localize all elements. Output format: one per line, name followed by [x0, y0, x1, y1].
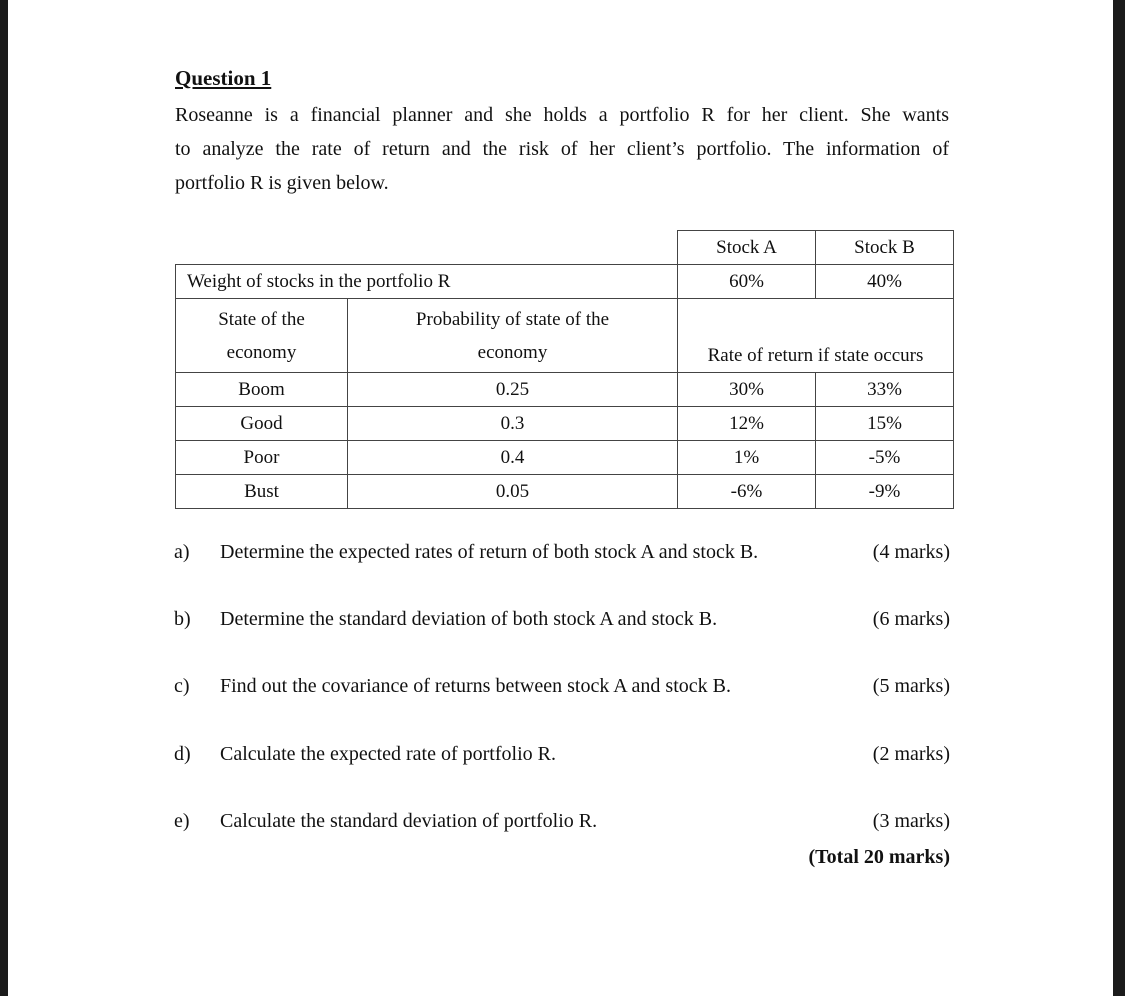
part-marks: (5 marks) — [872, 675, 950, 697]
probability-header-line: Probability of state of the — [415, 308, 610, 330]
part-letter: d) — [174, 743, 191, 765]
part-marks: (3 marks) — [872, 810, 950, 832]
state-header-line: economy — [226, 341, 297, 363]
part-text: Calculate the expected rate of portfolio R. — [220, 743, 556, 765]
probability-cell: 0.4 — [348, 441, 678, 475]
stock-a-return-cell: -6% — [678, 475, 816, 509]
part-d — [174, 743, 950, 771]
state-cell: Bust — [176, 475, 348, 509]
part-a — [174, 541, 950, 569]
probability-header — [348, 299, 678, 373]
weight-label: Weight of stocks in the portfolio R — [176, 265, 678, 299]
question-intro — [175, 98, 949, 200]
part-e — [174, 810, 950, 838]
weight-stock-b: 40% — [816, 265, 954, 299]
part-marks: (6 marks) — [872, 608, 950, 630]
part-letter: e) — [174, 810, 190, 832]
part-text: Find out the covariance of returns between stock A and stock B. — [220, 675, 731, 697]
intro-line: portfolio R is given below. — [175, 172, 389, 194]
state-cell: Boom — [176, 373, 348, 407]
weight-stock-a: 60% — [678, 265, 816, 299]
stock-b-return-cell: -9% — [816, 475, 954, 509]
stock-b-return-cell: -5% — [816, 441, 954, 475]
part-text: Determine the expected rates of return of both stock A and stock B. — [220, 541, 759, 563]
part-letter: c) — [174, 675, 190, 697]
stock-a-return-cell: 1% — [678, 441, 816, 475]
stock-a-header: Stock A — [678, 231, 816, 265]
column-header-row — [176, 299, 954, 373]
part-text: Determine the standard deviation of both stock A and stock B. — [220, 608, 718, 630]
part-letter: b) — [174, 608, 191, 630]
document-page — [8, 0, 1113, 996]
question-title: Question 1 — [175, 66, 272, 90]
part-marks: (4 marks) — [872, 541, 950, 563]
stock-b-return-cell: 33% — [816, 373, 954, 407]
probability-header-line: economy — [477, 341, 548, 363]
state-cell: Poor — [176, 441, 348, 475]
table-row — [176, 475, 954, 509]
portfolio-table — [175, 230, 954, 509]
probability-cell: 0.25 — [348, 373, 678, 407]
stock-b-header: Stock B — [816, 231, 954, 265]
part-text: Calculate the standard deviation of portfolio R. — [220, 810, 598, 832]
state-header — [176, 299, 348, 373]
weight-row — [176, 265, 954, 299]
table-row — [176, 441, 954, 475]
stock-b-return-cell: 15% — [816, 407, 954, 441]
part-letter: a) — [174, 541, 190, 563]
intro-line: Roseanne is a financial planner and she holds a portfolio R for her client. She wants — [175, 104, 949, 126]
return-header: Rate of return if state occurs — [678, 299, 954, 373]
stock-a-return-cell: 12% — [678, 407, 816, 441]
part-b — [174, 608, 950, 636]
part-c — [174, 675, 950, 703]
table-blank-corner — [176, 231, 678, 265]
table-header-row — [176, 231, 954, 265]
table-row — [176, 373, 954, 407]
table-row — [176, 407, 954, 441]
stock-a-return-cell: 30% — [678, 373, 816, 407]
part-marks: (2 marks) — [872, 743, 950, 765]
probability-cell: 0.3 — [348, 407, 678, 441]
total-marks: (Total 20 marks) — [808, 846, 950, 868]
state-header-line: State of the — [218, 308, 305, 330]
state-cell: Good — [176, 407, 348, 441]
intro-line: to analyze the rate of return and the risk of her client’s portfolio. The information of — [175, 138, 949, 160]
probability-cell: 0.05 — [348, 475, 678, 509]
